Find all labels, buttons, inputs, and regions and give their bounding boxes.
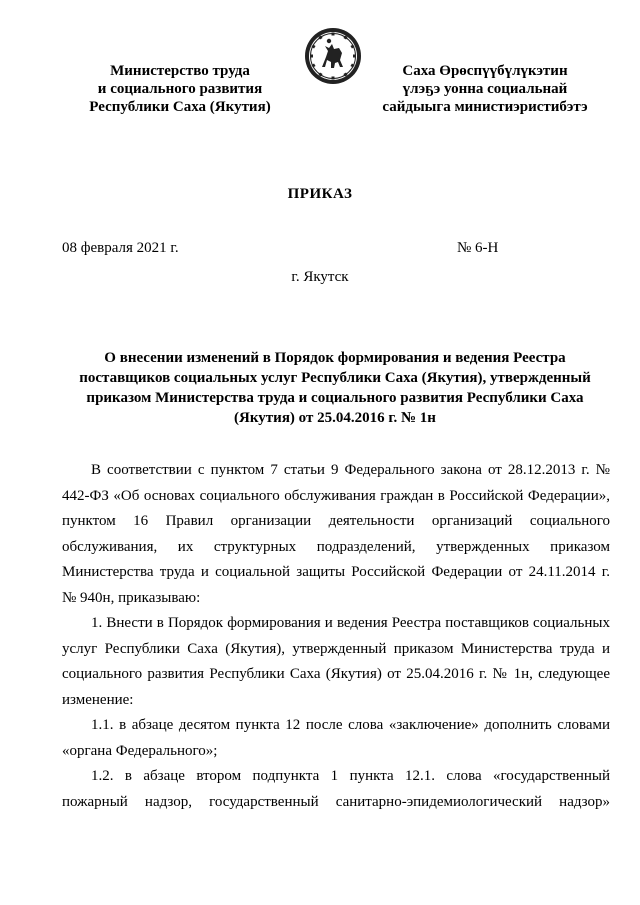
order-title-line: поставщиков социальных услуг Республики Саха (Якутия), утвержденный: [79, 370, 591, 386]
body-line: пунктом 16 Правил организации деятельности организаций социального: [62, 513, 610, 529]
body-paragraph: [62, 458, 610, 611]
body-line: 442-ФЗ «Об основах социального обслуживания граждан в Российской Федерации»,: [62, 487, 610, 504]
order-city: г. Якутск: [291, 269, 349, 285]
body-line: Министерства труда и социальной защиты Российской Федерации от 24.11.2014 г.: [62, 564, 610, 580]
ministry-name-yakut: [370, 62, 600, 116]
body-line: обслуживания, их структурных подразделений, утвержденных приказом: [62, 538, 610, 555]
body-line: 1. Внести в Порядок формирования и ведения Реестра поставщиков социальных: [91, 615, 610, 631]
order-body: [62, 458, 610, 815]
ministry-name-line: и социального развития: [97, 81, 263, 97]
body-line: В соответствии с пунктом 7 статьи 9 Федерального закона от 28.12.2013 г. №: [91, 462, 610, 478]
order-number: № 6-Н: [457, 240, 499, 256]
order-title-line: (Якутия) от 25.04.2016 г. № 1н: [234, 410, 436, 426]
coat-of-arms-icon: [304, 27, 362, 85]
ministry-name-line: Республики Саха (Якутия): [89, 99, 271, 115]
body-line: пожарный надзор, государственный санитарно-эпидемиологический надзор»: [62, 793, 610, 810]
body-line: «органа Федерального»;: [62, 742, 218, 759]
order-title-line: О внесении изменений в Порядок формирования и ведения Реестра: [104, 350, 566, 366]
body-line: 1.2. в абзаце втором подпункта 1 пункта 12.1. слова «государственный: [91, 768, 610, 784]
body-line: услуг Республики Саха (Якутия), утвержденный приказом Министерства труда и: [62, 640, 610, 657]
body-line: № 940н, приказываю:: [62, 589, 201, 606]
body-line: изменение:: [62, 691, 134, 708]
body-paragraph: [62, 764, 610, 815]
ministry-name-line: сайдыыга министиэристибэтэ: [382, 99, 588, 115]
ministry-name-line: Министерство труда: [110, 63, 250, 79]
ministry-name-russian: [70, 62, 290, 116]
order-title: [70, 348, 600, 428]
ministry-name-line: Саха Өрөспүүбүлүкэтин: [402, 63, 568, 79]
body-line: социального развития Республики Саха (Якутия) от 25.04.2016 г. № 1н, следующее: [62, 666, 610, 682]
body-paragraph: [62, 611, 610, 713]
order-date: 08 февраля 2021 г.: [62, 240, 179, 256]
body-line: 1.1. в абзаце десятом пункта 12 после слова «заключение» дополнить словами: [91, 717, 610, 733]
body-paragraph: [62, 713, 610, 764]
document-type-heading: ПРИКАЗ: [287, 186, 353, 202]
ministry-name-line: үлэҕэ уонна социальнай: [402, 81, 568, 97]
order-title-line: приказом Министерства труда и социального развития Республики Саха: [86, 390, 584, 406]
